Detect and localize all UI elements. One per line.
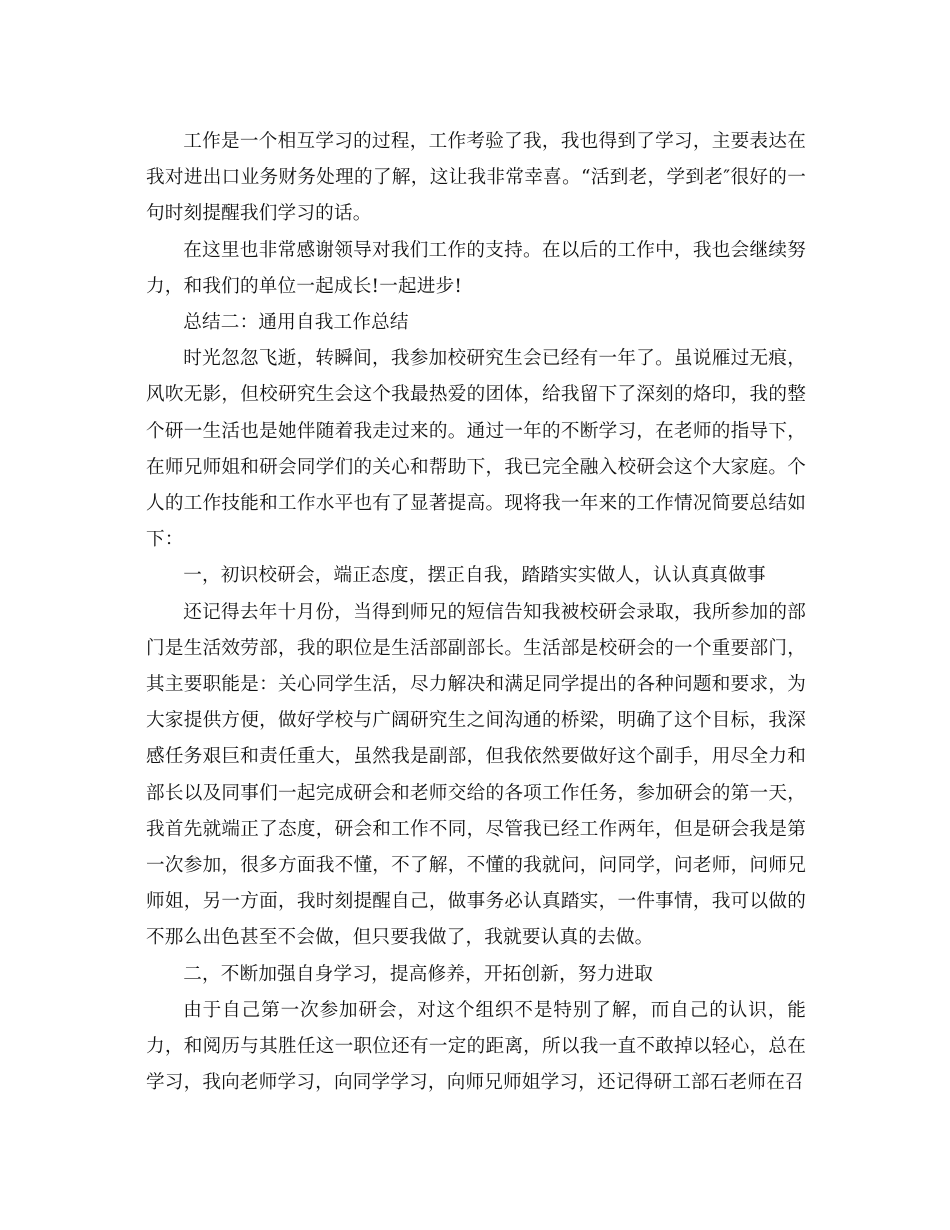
heading-section-one: 一，初识校研会，端正态度，摆正自我，踏踏实实做人，认认真真做事 [183,565,766,587]
paragraph-continuous-learning: 由于自己第一次参加研会，对这个组织不是特别了解，而自己的认识，能力，和阅历与其胜任这一职位还有一定的距离，所以我一直不敢掉以轻心，总在学习，我向老师学习，向同学学习，向师兄师姐学习，还记得研工部石老师在召 [146,999,806,1094]
heading-section-two: 二，不断加强自身学习，提高修养，开拓创新，努力进取 [183,963,654,985]
paragraph-joining-department: 还记得去年十月份，当得到师兄的短信告知我被校研会录取，我所参加的部门是生活效劳部，我的职位是生活部副部长。生活部是校研会的一个重要部门，其主要职能是：关心同学生活，尽力解决和满足同学提出的各种问题和要求，为大家提供方便，做好学校与广阔研究生之间沟通的桥梁，明确了这个目标，我深感任务艰巨和责任重大，虽然我是副部，但我依然要做好这个副手，用尽全力和部长以及同事们一起完成研会和老师交给的各项工作任务，参加研会的第一天，我首先就端正了态度，研会和工作不同，尽管我已经工作两年，但是研会我是第一次参加，很多方面我不懂，不了解，不懂的我就问，问同学，问老师，问师兄师姐，另一方面，我时刻提醒自己，做事务必认真踏实，一件事情，我可以做的不那么出色甚至不会做，但只要我做了，我就要认真的去做。 [146,601,806,949]
paragraph-thanks-leadership: 在这里也非常感谢领导对我们工作的支持。在以后的工作中，我也会继续努力，和我们的单位一起成长!一起进步! [146,239,806,297]
paragraph-work-learning: 工作是一个相互学习的过程，工作考验了我，我也得到了学习，主要表达在我对进出口业务财务处理的了解，这让我非常幸喜。“活到老，学到老″很好的一句时刻提醒我们学习的话。 [146,131,806,225]
document-body [146,124,806,1101]
paragraph-one-year-review: 时光忽忽飞逝，转瞬间，我参加校研究生会已经有一年了。虽说雁过无痕，风吹无影，但校研究生会这个我最热爱的团体，给我留下了深刻的烙印，我的整个研一生活也是她伴随着我走过来的。通过一年的不断学习，在老师的指导下，在师兄师姐和研会同学们的关心和帮助下，我已完全融入校研会这个大家庭。个人的工作技能和工作水平也有了显著提高。现将我一年来的工作情况简要总结如下： [146,348,806,551]
heading-summary-two: 总结二：通用自我工作总结 [183,312,409,334]
